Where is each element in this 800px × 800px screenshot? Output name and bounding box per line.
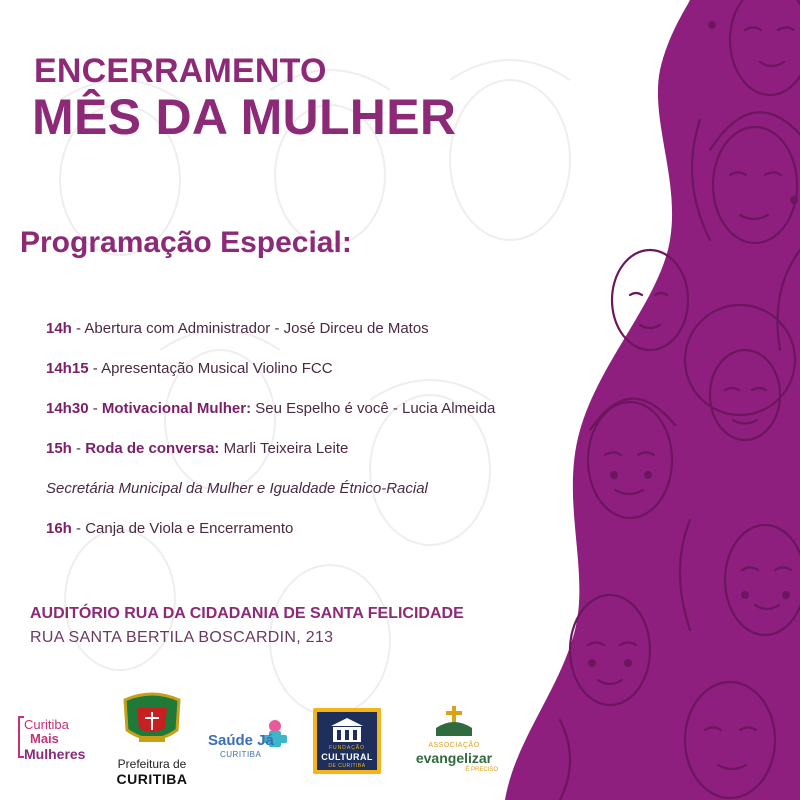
logo-saude-ja: Saúde Já CURITIBA — [206, 716, 292, 764]
schedule-item: 14h - Abertura com Administrador - José Dirceu de Matos — [46, 320, 429, 337]
schedule-time: 15h — [46, 440, 72, 457]
logo-evangelizar: ASSOCIAÇÃO evangelizar É PRECISO — [406, 704, 502, 776]
logo-curitiba-mais-mulheres: Curitiba Mais Mulheres — [18, 716, 98, 768]
venue-address: RUA SANTA BERTILA BOSCARDIN, 213 — [30, 629, 334, 646]
schedule-item: 14h30 - Motivacional Mulher: Seu Espelho é você - Lucia Almeida — [46, 400, 496, 417]
schedule-item: 14h15 - Apresentação Musical Violino FCC — [46, 360, 333, 377]
schedule-time: 16h — [46, 520, 72, 537]
venue-name: AUDITÓRIO RUA DA CIDADANIA DE SANTA FELICIDADE — [30, 605, 464, 622]
title-line-2: MÊS DA MULHER — [32, 89, 457, 145]
section-title: Programação Especial: — [20, 226, 352, 259]
schedule-time: 14h15 — [46, 360, 89, 377]
schedule-time: 14h30 — [46, 400, 89, 417]
schedule-item: 16h - Canja de Viola e Encerramento — [46, 520, 294, 537]
building-icon — [329, 716, 365, 744]
schedule-item: 15h - Roda de conversa: Marli Teixeira Leite — [46, 440, 349, 457]
schedule-time: 14h — [46, 320, 72, 337]
crest-icon — [117, 690, 187, 750]
schedule-note: Secretária Municipal da Mulher e Igualdade Étnico-Racial — [46, 480, 428, 497]
logo-fundacao-cultural: FUNDAÇÃO CULTURAL DE CURITIBA — [313, 708, 381, 774]
logo-prefeitura-curitiba: Prefeitura de CURITIBA — [112, 690, 192, 790]
cross-icon — [434, 706, 474, 740]
title-line-1: ENCERRAMENTO — [34, 52, 327, 90]
